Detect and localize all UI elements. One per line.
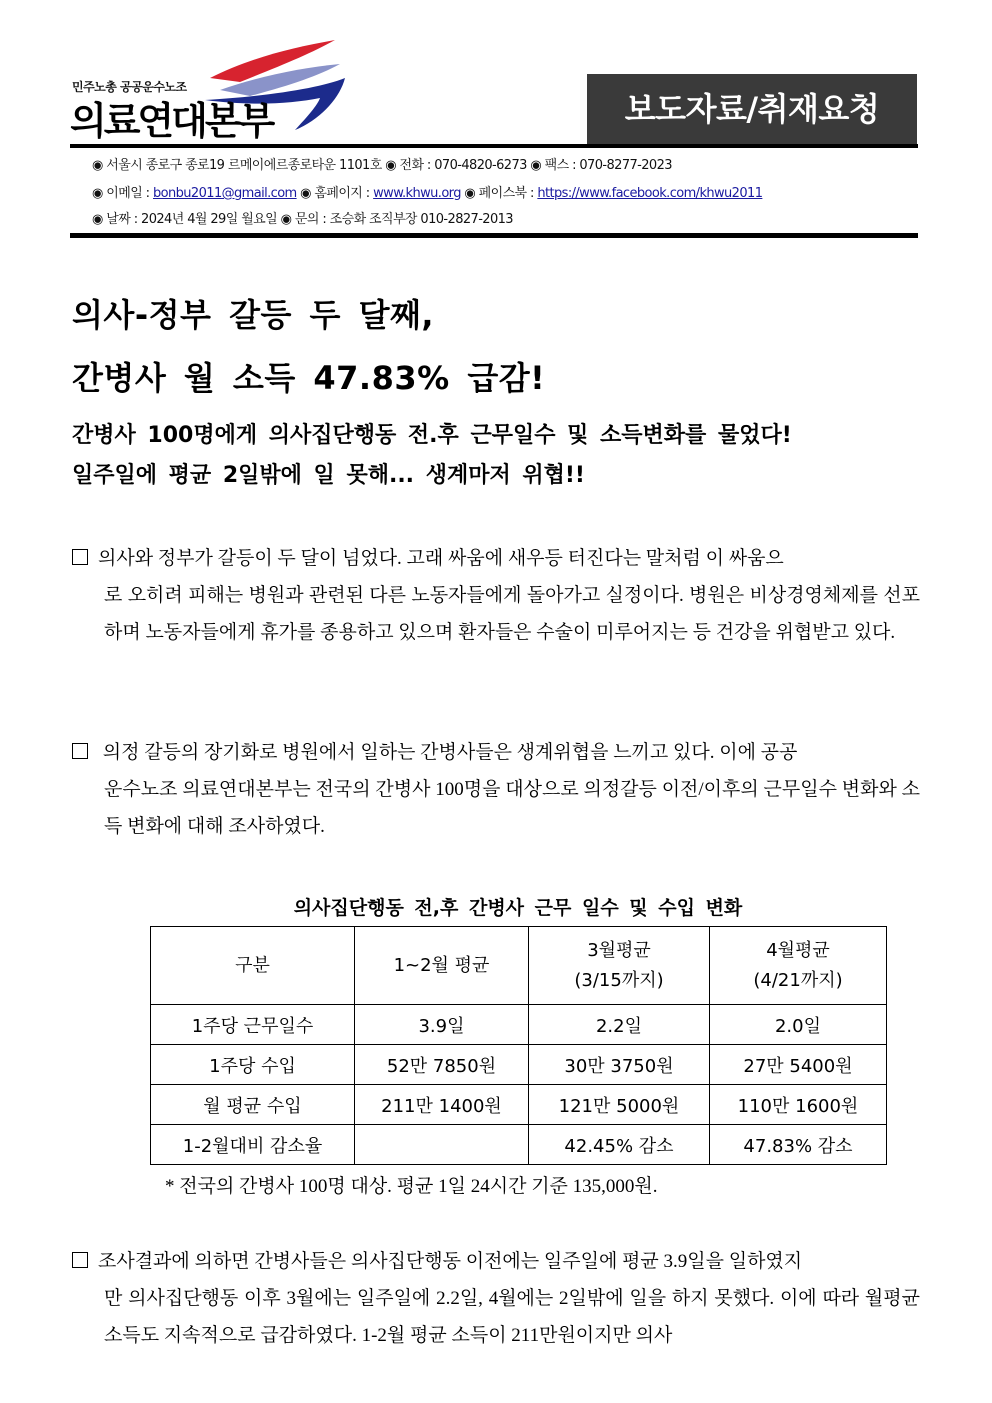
table-cell: 2.0일 bbox=[710, 1005, 887, 1045]
contact-date-inquiry: ◉ 날짜 : 2024년 4월 29일 월요일 ◉ 문의 : 조승화 조직부장 010-2827-2013 bbox=[92, 212, 513, 227]
paragraph-2-body: 운수노조 의료연대본부는 전국의 간병사 100명을 대상으로 의정갈등 이전/이후의 근무일수 변화와 소득 변화에 대해 조사하였다. bbox=[104, 779, 920, 837]
row-label: 1-2월대비 감소율 bbox=[151, 1125, 355, 1165]
income-change-table bbox=[150, 926, 887, 1165]
paragraph-3-body: 만 의사집단행동 이후 3월에는 일주일에 2.2일, 4월에는 2일밖에 일을 하지 못했다. 이에 따라 월평균 소득도 지속적으로 급감하였다. 1-2월 평균 소득이 211만원이지만 의사 bbox=[104, 1288, 920, 1346]
checkbox-bullet-icon bbox=[72, 549, 88, 565]
table-row bbox=[151, 1085, 887, 1125]
paragraph-1-first-line: 의사와 정부가 갈등이 두 달이 넘었다. 고래 싸움에 새우등 터진다는 말처럼 이 싸움으 bbox=[98, 548, 784, 569]
checkbox-bullet-icon bbox=[72, 743, 88, 759]
row-label: 1주당 근무일수 bbox=[151, 1005, 355, 1045]
header-cell-jan-feb: 1~2월 평균 bbox=[355, 927, 529, 1005]
table-cell: 110만 1600원 bbox=[710, 1085, 887, 1125]
table-cell: 3.9일 bbox=[355, 1005, 529, 1045]
table-cell: 42.45% 감소 bbox=[529, 1125, 710, 1165]
table-cell: 52만 7850원 bbox=[355, 1045, 529, 1085]
paragraph-3-first-line: 조사결과에 의하면 간병사들은 의사집단행동 이전에는 일주일에 평균 3.9일을 일하였지 bbox=[98, 1251, 803, 1272]
table-row bbox=[151, 1045, 887, 1085]
header-cell-april: 4월평균 (4/21까지) bbox=[710, 927, 887, 1005]
table-footnote: * 전국의 간병사 100명 대상. 평균 1일 24시간 기준 135,000원. bbox=[165, 1176, 658, 1197]
homepage-link[interactable]: www.khwu.org bbox=[373, 186, 461, 201]
paragraph-2-first-line: 의정 갈등의 장기화로 병원에서 일하는 간병사들은 생계위협을 느끼고 있다. 이에 공공 bbox=[98, 742, 798, 763]
facebook-link[interactable]: https://www.facebook.com/khwu2011 bbox=[537, 186, 763, 201]
headline-line-1: 의사-정부 갈등 두 달째, bbox=[72, 296, 435, 334]
subheadline-line-2: 일주일에 평균 2일밖에 일 못해... 생계마저 위협!! bbox=[72, 463, 585, 488]
checkbox-bullet-icon bbox=[72, 1252, 88, 1268]
email-label: ◉ 이메일 : bbox=[92, 186, 153, 201]
org-name: 의료연대본부 bbox=[70, 99, 273, 143]
headline-line-2: 간병사 월 소득 47.83% 급감! bbox=[72, 359, 546, 397]
org-logo bbox=[70, 38, 350, 143]
contact-online bbox=[92, 182, 762, 201]
table-cell: 30만 3750원 bbox=[529, 1045, 710, 1085]
table-cell: 121만 5000원 bbox=[529, 1085, 710, 1125]
union-name: 민주노총 공공운수노조 bbox=[72, 80, 187, 94]
paragraph-2 bbox=[72, 734, 920, 845]
table-cell: 27만 5400원 bbox=[710, 1045, 887, 1085]
row-label: 월 평균 수입 bbox=[151, 1085, 355, 1125]
subheadline-line-1: 간병사 100명에게 의사집단행동 전.후 근무일수 및 소득변화를 물었다! bbox=[72, 423, 792, 448]
table-cell: 2.2일 bbox=[529, 1005, 710, 1045]
paragraph-1-body: 로 오히려 피해는 병원과 관련된 다른 노동자들에게 돌아가고 실정이다. 병원은 비상경영체제를 선포하며 노동자들에게 휴가를 종용하고 있으며 환자들은 수술이 미루어지는 등 건강을 위협받고 있다. bbox=[104, 585, 920, 643]
homepage-label: ◉ 홈페이지 : bbox=[296, 186, 374, 201]
table-cell bbox=[355, 1125, 529, 1165]
header-cell-category: 구분 bbox=[151, 927, 355, 1005]
table-caption: 의사집단행동 전,후 간병사 근무 일수 및 수입 변화 bbox=[293, 897, 743, 919]
row-label: 1주당 수입 bbox=[151, 1045, 355, 1085]
header-divider-bottom bbox=[70, 233, 918, 238]
table-header-row bbox=[151, 927, 887, 1005]
facebook-label: ◉ 페이스북 : bbox=[460, 186, 538, 201]
paragraph-1 bbox=[72, 540, 920, 651]
table-row bbox=[151, 1125, 887, 1165]
contact-address: ◉ 서울시 종로구 종로19 르메이에르종로타운 1101호 ◉ 전화 : 070-4820-6273 ◉ 팩스 : 070-8277-2023 bbox=[92, 158, 672, 173]
table-row bbox=[151, 1005, 887, 1045]
table-cell: 47.83% 감소 bbox=[710, 1125, 887, 1165]
press-release-label: 보도자료/취재요청 bbox=[587, 74, 917, 144]
table-cell: 211만 1400원 bbox=[355, 1085, 529, 1125]
header-divider-top bbox=[70, 144, 918, 148]
paragraph-3 bbox=[72, 1243, 920, 1354]
email-link[interactable]: bonbu2011@gmail.com bbox=[153, 186, 297, 201]
header-cell-march: 3월평균 (3/15까지) bbox=[529, 927, 710, 1005]
